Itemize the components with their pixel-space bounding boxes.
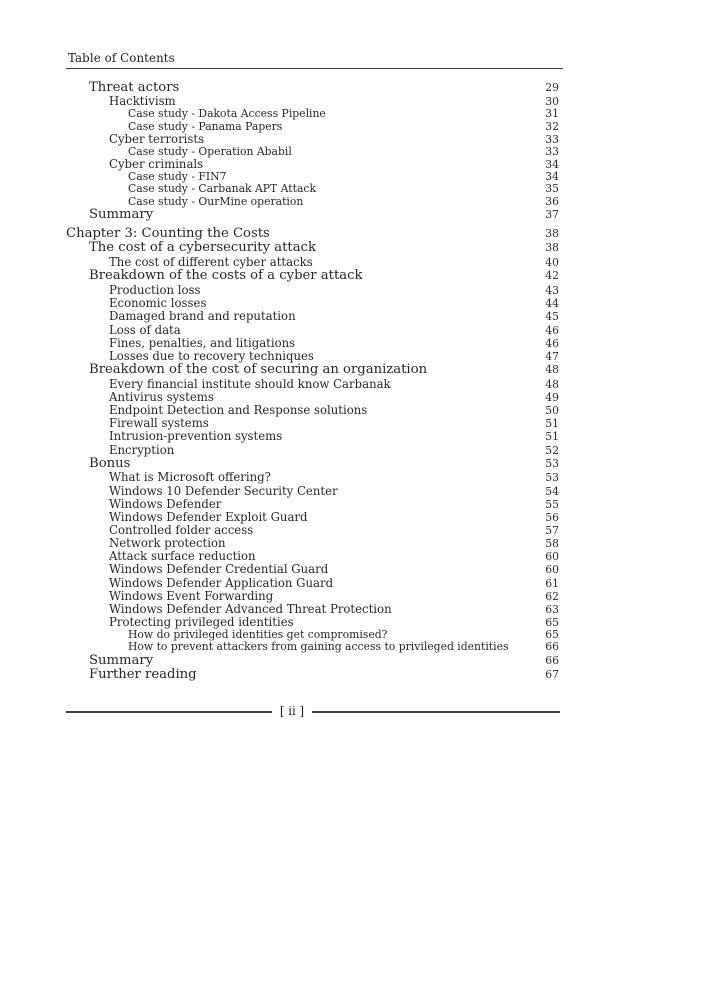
toc-entry-label: Case study - Panama Papers bbox=[128, 120, 283, 133]
toc-entry-page: 52 bbox=[545, 443, 559, 457]
toc-entry[interactable] bbox=[66, 241, 563, 256]
toc-entry-page: 61 bbox=[545, 576, 559, 590]
toc-entry[interactable] bbox=[66, 511, 563, 524]
footer-page-number: [ ii ] bbox=[279, 704, 305, 718]
toc-entry-label: Fines, penalties, and litigations bbox=[109, 336, 296, 350]
toc-entry-label: Further reading bbox=[89, 668, 197, 683]
toc-entry[interactable] bbox=[66, 417, 563, 430]
toc-entry-label: Breakdown of the costs of a cyber attack bbox=[89, 269, 363, 284]
toc-entry-page: 48 bbox=[545, 377, 559, 391]
toc-entry-label: Case study - FIN7 bbox=[128, 171, 227, 184]
toc-entry-label: Summary bbox=[89, 653, 154, 668]
toc-entry-page: 37 bbox=[545, 207, 559, 221]
toc-entry-label: Protecting privileged identities bbox=[109, 616, 294, 629]
toc-entry[interactable] bbox=[66, 616, 563, 629]
toc-entry[interactable] bbox=[66, 337, 563, 350]
toc-entry-label: Threat actors bbox=[89, 80, 180, 95]
toc-entry[interactable] bbox=[66, 550, 563, 563]
toc-entry-label: Case study - Carbanak APT Attack bbox=[128, 183, 316, 196]
toc-entry-page: 51 bbox=[545, 417, 559, 431]
toc-entry-page: 42 bbox=[545, 269, 559, 283]
toc-entry-label: Endpoint Detection and Response solutions bbox=[109, 404, 368, 418]
toc-entry[interactable] bbox=[66, 457, 563, 472]
toc-entry-page: 33 bbox=[545, 144, 559, 158]
toc-entry-label: What is Microsoft offering? bbox=[109, 471, 271, 485]
toc-entry[interactable] bbox=[66, 146, 563, 158]
toc-entry[interactable] bbox=[66, 537, 563, 550]
toc-entry-label: The cost of a cybersecurity attack bbox=[89, 241, 316, 256]
toc-entry-page: 51 bbox=[545, 430, 559, 444]
toc-entry-page: 56 bbox=[545, 510, 559, 524]
toc-entry-page: 53 bbox=[545, 471, 559, 485]
toc-entry-label: Windows Defender Application Guard bbox=[109, 576, 334, 590]
table-of-contents bbox=[66, 81, 563, 684]
toc-entry-page: 58 bbox=[545, 537, 559, 551]
toc-entry[interactable] bbox=[66, 310, 563, 323]
toc-entry[interactable] bbox=[66, 171, 563, 183]
toc-entry-label: Hacktivism bbox=[109, 95, 176, 109]
toc-entry[interactable] bbox=[66, 430, 563, 443]
toc-entry-page: 55 bbox=[545, 497, 559, 511]
toc-entry[interactable] bbox=[66, 133, 563, 146]
toc-entry[interactable] bbox=[66, 629, 563, 641]
toc-entry-page: 62 bbox=[545, 589, 559, 603]
toc-entry[interactable] bbox=[66, 208, 563, 223]
toc-entry-page: 43 bbox=[545, 284, 559, 298]
toc-entry[interactable] bbox=[66, 563, 563, 576]
toc-entry-label: Every financial institute should know Carbanak bbox=[109, 377, 391, 391]
toc-entry-page: 34 bbox=[545, 170, 559, 184]
toc-entry-label: Summary bbox=[89, 207, 154, 222]
toc-entry-page: 67 bbox=[545, 668, 559, 682]
toc-entry-page: 46 bbox=[545, 336, 559, 350]
toc-entry-label: Cyber criminals bbox=[109, 158, 204, 172]
toc-entry[interactable] bbox=[66, 158, 563, 171]
toc-entry-label: Windows Defender Advanced Threat Protection bbox=[109, 602, 392, 616]
toc-entry-page: 38 bbox=[545, 241, 559, 255]
toc-entry[interactable] bbox=[66, 524, 563, 537]
toc-entry-label: Case study - Operation Ababil bbox=[128, 145, 292, 158]
toc-entry-page: 30 bbox=[545, 95, 559, 109]
toc-entry-label: Case study - Dakota Access Pipeline bbox=[128, 108, 326, 121]
toc-entry-page: 47 bbox=[545, 349, 559, 363]
toc-entry[interactable] bbox=[66, 404, 563, 417]
toc-entry[interactable] bbox=[66, 183, 563, 195]
toc-entry-page: 66 bbox=[545, 653, 559, 667]
toc-entry-label: Case study - OurMine operation bbox=[128, 195, 304, 208]
toc-entry[interactable] bbox=[66, 284, 563, 297]
toc-entry-label: Economic losses bbox=[109, 297, 207, 311]
footer-rule-left bbox=[66, 711, 272, 713]
footer-rule-right bbox=[312, 711, 560, 713]
toc-entry-label: Intrusion-prevention systems bbox=[109, 430, 283, 444]
running-header-title: Table of Contents bbox=[68, 51, 175, 65]
toc-entry-label: Windows Event Forwarding bbox=[109, 589, 274, 603]
toc-entry-page: 63 bbox=[545, 602, 559, 616]
toc-entry-page: 57 bbox=[545, 524, 559, 538]
toc-entry-label: How do privileged identities get compromised? bbox=[128, 629, 388, 642]
toc-entry-label: Windows 10 Defender Security Center bbox=[109, 484, 338, 498]
toc-entry[interactable] bbox=[66, 590, 563, 603]
toc-entry-label: Breakdown of the cost of securing an organization bbox=[89, 363, 428, 378]
toc-entry-page: 33 bbox=[545, 132, 559, 146]
toc-entry[interactable] bbox=[66, 603, 563, 616]
toc-entry[interactable] bbox=[66, 227, 563, 242]
toc-entry[interactable] bbox=[66, 668, 563, 683]
toc-entry[interactable] bbox=[66, 256, 563, 269]
toc-entry-page: 40 bbox=[545, 256, 559, 270]
toc-entry-page: 29 bbox=[545, 80, 559, 94]
toc-entry[interactable] bbox=[66, 269, 563, 284]
toc-entry-label: Windows Defender bbox=[109, 497, 222, 511]
toc-entry-page: 60 bbox=[545, 563, 559, 577]
toc-entry-page: 36 bbox=[545, 194, 559, 208]
toc-entry[interactable] bbox=[66, 324, 563, 337]
toc-entry-label: The cost of different cyber attacks bbox=[109, 256, 313, 270]
toc-entry[interactable] bbox=[66, 498, 563, 511]
toc-entry-page: 65 bbox=[545, 628, 559, 642]
toc-entry-page: 35 bbox=[545, 182, 559, 196]
toc-entry-label: Controlled folder access bbox=[109, 524, 254, 538]
toc-entry[interactable] bbox=[66, 485, 563, 498]
toc-entry[interactable] bbox=[66, 577, 563, 590]
toc-entry-page: 48 bbox=[545, 363, 559, 377]
toc-entry-page: 31 bbox=[545, 107, 559, 121]
toc-entry-label: Losses due to recovery techniques bbox=[109, 349, 314, 363]
toc-entry-page: 54 bbox=[545, 484, 559, 498]
toc-entry-page: 49 bbox=[545, 390, 559, 404]
toc-entry[interactable] bbox=[66, 444, 563, 457]
toc-entry-page: 53 bbox=[545, 456, 559, 470]
toc-entry-label: Cyber terrorists bbox=[109, 132, 205, 146]
toc-entry[interactable] bbox=[66, 81, 563, 96]
toc-entry-label: Bonus bbox=[89, 456, 131, 471]
toc-entry[interactable] bbox=[66, 471, 563, 484]
toc-entry-label: Network protection bbox=[109, 537, 226, 551]
toc-entry-label: Damaged brand and reputation bbox=[109, 310, 296, 324]
toc-entry-page: 32 bbox=[545, 119, 559, 133]
toc-entry-page: 66 bbox=[545, 640, 559, 654]
toc-entry[interactable] bbox=[66, 654, 563, 669]
toc-entry-page: 65 bbox=[545, 616, 559, 629]
toc-entry[interactable] bbox=[66, 641, 563, 653]
toc-entry-label: Production loss bbox=[109, 284, 201, 298]
toc-entry[interactable] bbox=[66, 378, 563, 391]
header-rule bbox=[66, 68, 563, 70]
toc-entry-label: Antivirus systems bbox=[109, 390, 214, 404]
toc-entry-label: How to prevent attackers from gaining access to privileged identities bbox=[128, 641, 509, 654]
toc-entry-page: 50 bbox=[545, 404, 559, 418]
toc-entry[interactable] bbox=[66, 95, 563, 108]
toc-entry-page: 44 bbox=[545, 297, 559, 311]
toc-entry[interactable] bbox=[66, 350, 563, 363]
toc-entry[interactable] bbox=[66, 363, 563, 378]
toc-entry-label: Loss of data bbox=[109, 323, 181, 337]
toc-entry[interactable] bbox=[66, 196, 563, 208]
toc-entry-page: 60 bbox=[545, 550, 559, 564]
toc-entry-label: Attack surface reduction bbox=[109, 550, 256, 564]
toc-entry-page: 46 bbox=[545, 323, 559, 337]
toc-entry-page: 45 bbox=[545, 310, 559, 324]
toc-entry-label: Windows Defender Exploit Guard bbox=[109, 510, 308, 524]
toc-entry-page: 34 bbox=[545, 158, 559, 172]
toc-entry-label: Encryption bbox=[109, 443, 175, 457]
toc-entry-label: Windows Defender Credential Guard bbox=[109, 563, 329, 577]
toc-entry-label: Firewall systems bbox=[109, 417, 209, 431]
toc-entry-page: 38 bbox=[545, 226, 559, 240]
toc-entry-label: Chapter 3: Counting the Costs bbox=[66, 226, 270, 241]
toc-entry[interactable] bbox=[66, 391, 563, 404]
toc-entry[interactable] bbox=[66, 297, 563, 310]
toc-entry[interactable] bbox=[66, 108, 563, 120]
toc-entry[interactable] bbox=[66, 121, 563, 133]
